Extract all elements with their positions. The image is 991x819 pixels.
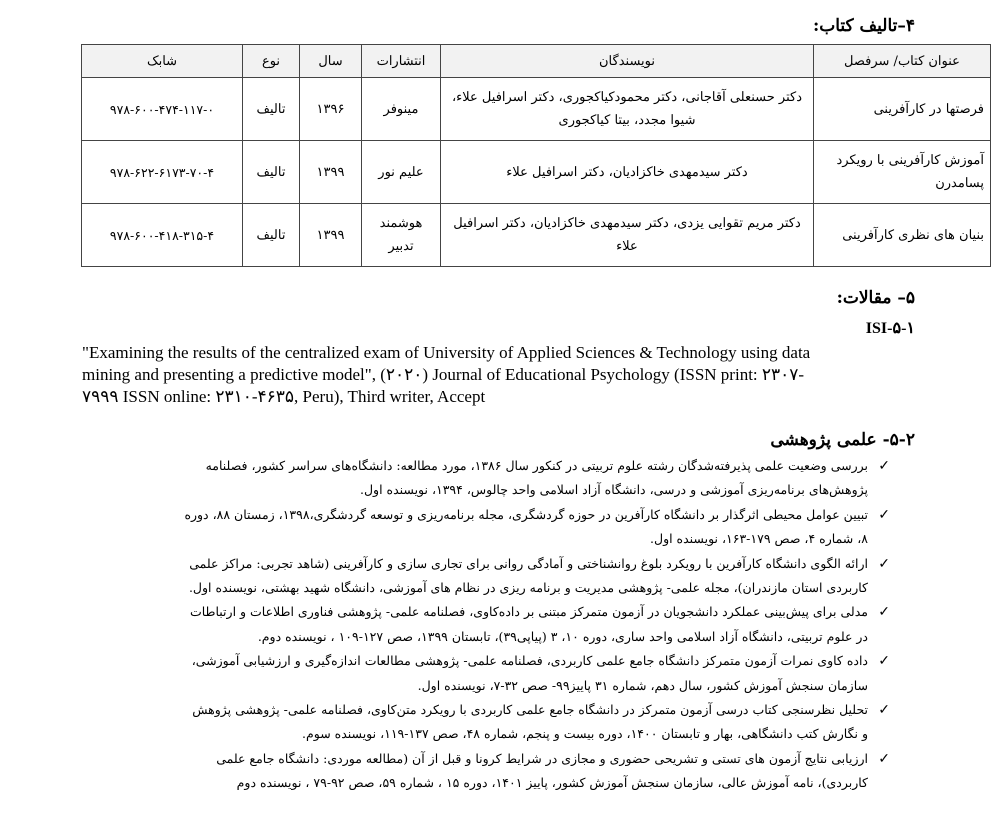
list-item xyxy=(82,600,892,649)
header-isbn: شابک xyxy=(82,45,243,78)
book-isbn: ۹۷۸-۶۰۰-۴۱۸-۳۱۵-۴ xyxy=(82,204,243,267)
list-item xyxy=(82,454,892,503)
list-item xyxy=(82,698,892,747)
header-publisher: انتشارات xyxy=(362,45,441,78)
checkmark-icon: ✓ xyxy=(878,653,890,670)
book-year: ۱۳۹۹ xyxy=(300,204,362,267)
checkmark-icon: ✓ xyxy=(878,702,890,719)
book-authors: دکتر سیدمهدی خاکزادیان، دکتر اسرافیل علاء xyxy=(441,141,814,204)
table-row xyxy=(82,141,991,204)
book-type: تالیف xyxy=(243,78,300,141)
book-title: بنیان های نظری کارآفرینی xyxy=(814,204,991,267)
list-item-line: تبیین عوامل محیطی اثرگذار بر دانشگاه کارآفرین در حوزه گردشگری، مجله برنامه‌ریزی و توسعه گردشگری،۱۳۹۸، زمستان ۸۸، دوره xyxy=(184,506,868,522)
list-item-line: در علوم تربیتی، دانشگاه آزاد اسلامی واحد ساری، دوره ۱۰، ۳ (پیاپی۳۹)، تابستان ۱۳۹۹، صص ۱۲۷-۱۰۹ ، نویسنده دوم. xyxy=(257,628,868,644)
list-item-line: سازمان سنجش آموزش کشور، سال دهم، شماره ۳۱ پاییز۹۹- صص ۳۲-۷، نویسنده اول. xyxy=(417,677,868,693)
list-item-line: ارائه الگوی دانشگاه کارآفرین با رویکرد بلوغ روانشناختی و آمادگی روانی برای تجاری سازی و کارآفرینی (شاهد تجربی: مراکز علمی xyxy=(189,555,868,571)
research-section-heading: ۵-۲- علمی پژوهشی xyxy=(770,430,915,450)
isi-reference-line: "Examining the results of the centralized exam of University of Applied Sciences & Technology using data xyxy=(82,343,811,362)
book-year: ۱۳۹۹ xyxy=(300,141,362,204)
isi-article-reference xyxy=(82,342,912,408)
list-item-line: کاربردی استان مازندران)، مجله علمی- پژوهشی مدیریت و برنامه ریزی در نظام های آموزشی، دانشگاه شهید بهشتی، نویسنده اول. xyxy=(188,580,868,596)
list-item xyxy=(82,503,892,552)
header-type: نوع xyxy=(243,45,300,78)
isi-reference-line: ۷۹۹۹ ISSN online: ۲۳۱۰-۴۶۳۵, Peru), Third writer, Accept xyxy=(82,387,486,406)
list-item-line: داده کاوی نمرات آزمون متمرکز دانشگاه جامع علمی کاربردی، فصلنامه علمی- پژوهشی مطالعات اندازه‌گیری و ارزشیابی آموزشی، xyxy=(191,653,868,669)
table-row xyxy=(82,204,991,267)
checkmark-icon: ✓ xyxy=(878,750,890,767)
checkmark-icon: ✓ xyxy=(878,604,890,621)
list-item-line: پژوهش‌های برنامه‌ریزی آموزشی و درسی، دانشگاه آزاد اسلامی واحد چالوس، ۱۳۹۴، نویسنده اول. xyxy=(360,482,868,498)
book-authors: دکتر مریم تقوایی یزدی، دکتر سیدمهدی خاکزادیان، دکتر اسرافیل علاء xyxy=(441,204,814,267)
books-section-heading: ۴–تالیف کتاب: xyxy=(812,16,915,36)
book-title: آموزش کارآفرینی با رویکرد پسامدرن xyxy=(814,141,991,204)
book-isbn: ۹۷۸-۶۲۲-۶۱۷۳-۷۰-۴ xyxy=(82,141,243,204)
research-list xyxy=(82,454,892,796)
book-authors: دکتر حسنعلی آقاجانی، دکتر محمودکیاکجوری، دکتر اسرافیل علاء، شیوا مجدد، بیتا کیاکجوری xyxy=(441,78,814,141)
checkmark-icon: ✓ xyxy=(878,458,890,474)
articles-section-heading: ۵– مقالات: xyxy=(836,288,915,308)
list-item-line: بررسی وضعیت علمی پذیرفته‌شدگان رشته علوم تربیتی در کنکور سال ۱۳۸۶، مورد مطالعه: دانشگاه‌های سراسر کشور، فصلنامه xyxy=(205,458,868,473)
list-item-line: کاربردی)، نامه آموزش عالی، سازمان سنجش آموزش کشور، پاییز ۱۴۰۱، دوره ۱۵ ، شماره ۵۹، صص ۹۲-۷۹ ، نویسنده دوم xyxy=(236,775,868,791)
header-year: سال xyxy=(300,45,362,78)
list-item-line: ارزیابی نتایج آزمون های تستی و تشریحی حضوری و مجازی در شرایط کرونا و قبل از آن (مطالعه موردی: دانشگاه جامع علمی xyxy=(216,750,868,766)
list-item xyxy=(82,552,892,601)
book-publisher: هوشمند تدبیر xyxy=(362,204,441,267)
book-isbn: ۹۷۸-۶۰۰-۴۷۴-۱۱۷-۰ xyxy=(82,78,243,141)
list-item xyxy=(82,649,892,698)
book-title: فرصتها در کارآفرینی xyxy=(814,78,991,141)
list-item-line: مدلی برای پیش‌بینی عملکرد دانشجویان در آزمون متمرکز مبتنی بر داده‌کاوی، فصلنامه علمی- پژوهشی فناوری اطلاعات و ارتباطات xyxy=(189,604,868,620)
book-type: تالیف xyxy=(243,141,300,204)
isi-reference-line: mining and presenting a predictive model", (۲۰۲۰) Journal of Educational Psychology (ISSN print: ۲۳۰۷- xyxy=(82,365,805,384)
book-publisher: علیم نور xyxy=(362,141,441,204)
list-item-line: ۸، شماره ۴، صص ۱۷۹-۱۶۳، نویسنده اول. xyxy=(650,531,868,547)
book-publisher: مینوفر xyxy=(362,78,441,141)
book-year: ۱۳۹۶ xyxy=(300,78,362,141)
checkmark-icon: ✓ xyxy=(878,506,890,523)
header-authors: نویسندگان xyxy=(441,45,814,78)
table-header-row xyxy=(82,45,991,78)
list-item-line: تحلیل نظرسنجی کتاب درسی آزمون متمرکز در دانشگاه جامع علمی کاربردی با رویکرد متن‌کاوی، فصلنامه علمی- پژوهشی پژوهش xyxy=(192,702,868,718)
book-type: تالیف xyxy=(243,204,300,267)
checkmark-icon: ✓ xyxy=(878,555,890,572)
table-row xyxy=(82,78,991,141)
list-item-line: و نگارش کتب دانشگاهی، بهار و تابستان ۱۴۰۰، دوره بیست و پنجم، شماره ۴۸، صص ۱۳۷-۱۱۹، نویسنده سوم. xyxy=(302,726,868,742)
isi-label: ISI-۵-۱ xyxy=(865,320,915,337)
books-table xyxy=(81,44,991,267)
list-item xyxy=(82,747,892,796)
header-title: عنوان کتاب/ سرفصل xyxy=(814,45,991,78)
